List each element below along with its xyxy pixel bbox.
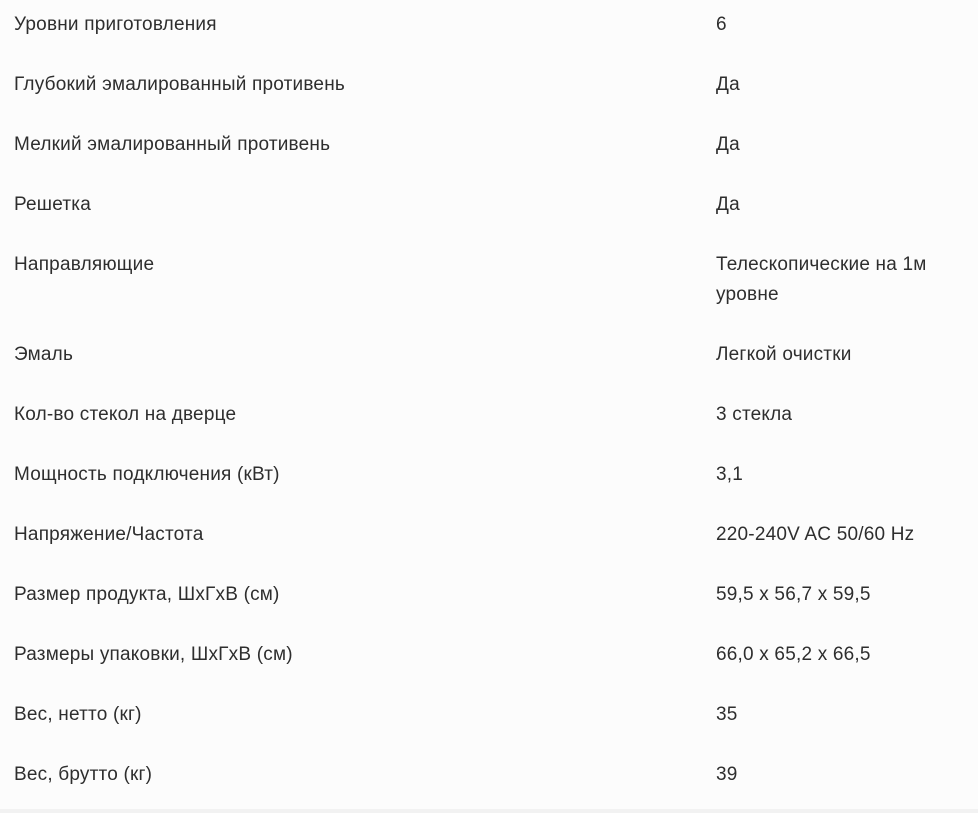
spec-value: 3,1 (716, 464, 744, 485)
spec-row (0, 690, 978, 750)
spec-label: Глубокий эмалированный противень (14, 74, 345, 95)
spec-value: 66,0 x 65,2 x 66,5 (716, 644, 871, 665)
spec-row (0, 570, 978, 630)
spec-row (0, 0, 978, 60)
spec-label: Эмаль (14, 344, 74, 365)
spec-row (0, 180, 978, 240)
spec-row (0, 330, 978, 390)
spec-row (0, 630, 978, 690)
spec-row (0, 390, 978, 450)
spec-value: Да (716, 74, 740, 95)
spec-value: 35 (716, 704, 738, 725)
spec-value: 6 (716, 14, 727, 35)
spec-value: Телескопические на 1м уровне (716, 254, 927, 305)
section-divider (0, 809, 978, 813)
spec-label: Напряжение/Частота (14, 524, 204, 545)
spec-value: 59,5 x 56,7 x 59,5 (716, 584, 871, 605)
spec-value: Да (716, 134, 740, 155)
spec-value: 3 стекла (716, 404, 793, 425)
spec-row (0, 510, 978, 570)
spec-row (0, 450, 978, 510)
spec-label: Решетка (14, 194, 91, 215)
spec-label: Вес, брутто (кг) (14, 764, 153, 785)
spec-label: Мощность подключения (кВт) (14, 464, 280, 485)
spec-value: 220-240V AC 50/60 Hz (716, 524, 915, 545)
spec-row (0, 240, 978, 330)
spec-label: Мелкий эмалированный противень (14, 134, 331, 155)
spec-label: Размеры упаковки, ШхГхВ (см) (14, 644, 293, 665)
spec-label: Направляющие (14, 254, 155, 275)
spec-value: 39 (716, 764, 738, 785)
spec-label: Вес, нетто (кг) (14, 704, 142, 725)
spec-label: Размер продукта, ШхГхВ (см) (14, 584, 280, 605)
spec-value: Легкой очистки (716, 344, 852, 365)
spec-row (0, 60, 978, 120)
spec-label: Кол-во стекол на дверце (14, 404, 237, 425)
spec-value: Да (716, 194, 740, 215)
spec-label: Уровни приготовления (14, 14, 217, 35)
spec-row (0, 120, 978, 180)
spec-row (0, 750, 978, 810)
